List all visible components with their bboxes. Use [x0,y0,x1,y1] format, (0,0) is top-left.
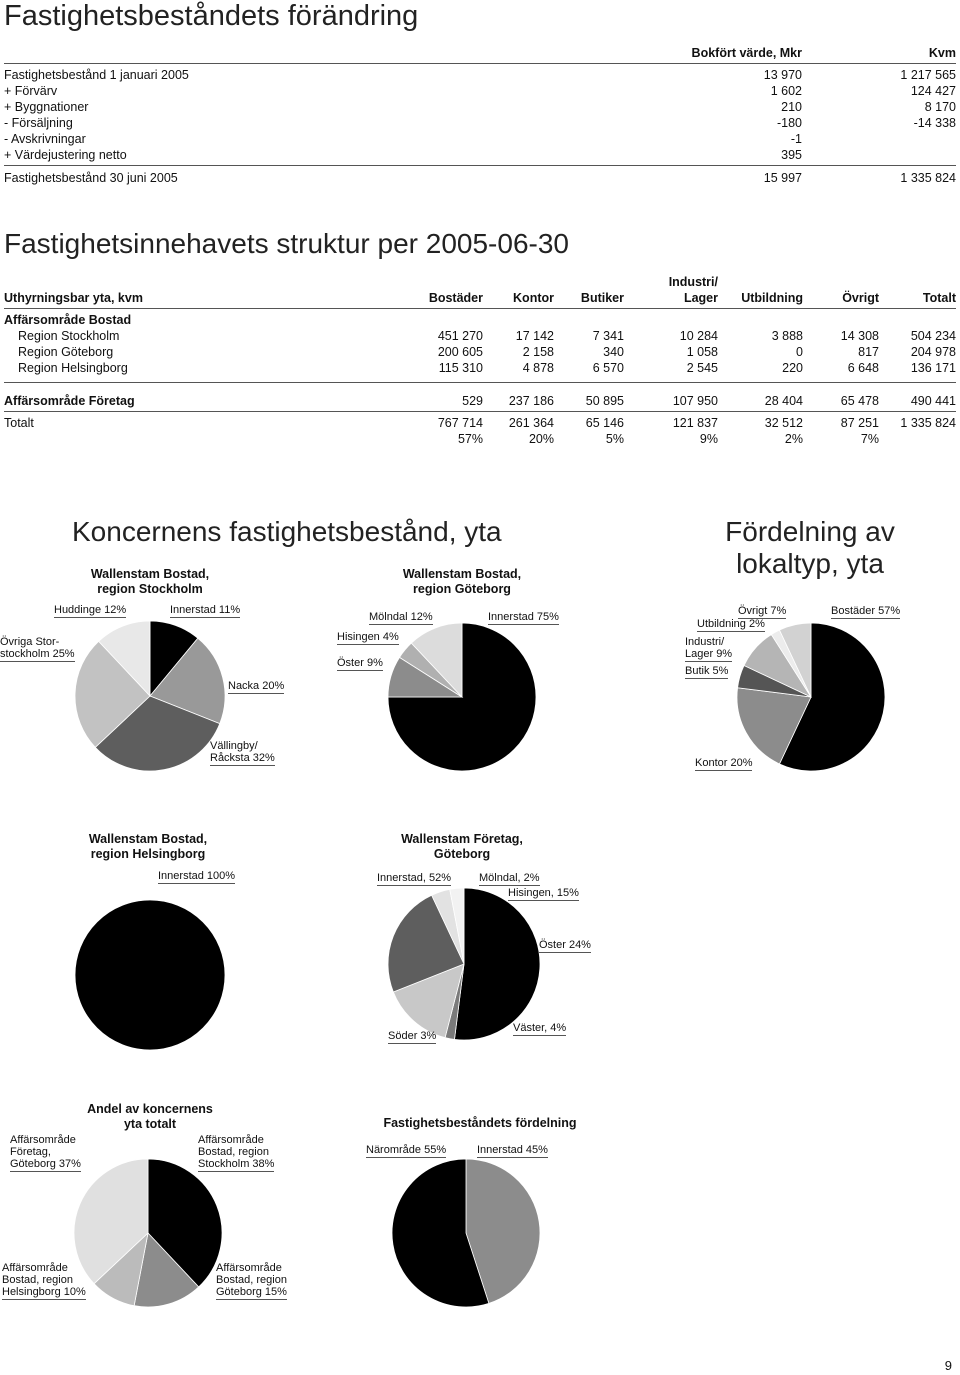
cell: 2% [784,432,803,446]
slice-label: Nacka 20% [228,680,285,692]
chart-title-helsingborg: Wallenstam Bostad, region Helsingborg [88,832,208,861]
slice-label: Affärsområde Bostad, region Stockholm 38% [198,1134,275,1170]
col-industri: Industri/ Lager [668,275,718,305]
pie-chart-2 [737,623,885,771]
slice-label: Butik 5% [685,665,729,677]
cell: 20% [528,432,554,446]
col-header-value: Bokfört värde, Mkr [691,46,802,60]
cell: 7 341 [592,329,624,343]
cell: 10 284 [679,329,718,343]
chart-title-fordelning: Fastighetsbeståndets fördelning [383,1116,577,1130]
slice-label: Innerstad 45% [477,1144,548,1156]
cell: 529 [462,394,483,408]
col-butiker: Butiker [580,291,624,305]
pie-chart-5 [74,1159,222,1307]
row-label: Region Göteborg [18,345,114,359]
slice-label: Innerstad 100% [158,870,236,882]
row-label: Affärsområde Företag [4,394,135,408]
cell: 220 [782,361,803,375]
cell: 0 [796,345,803,359]
cell: 65 478 [840,394,879,408]
slice-label: Affärsområde Bostad, region Helsingborg 10% [2,1262,86,1298]
chart-title-goteborg: Wallenstam Bostad, region Göteborg [402,567,522,596]
cell: 57% [457,432,483,446]
chart-title-stockholm: Wallenstam Bostad, region Stockholm [90,567,210,596]
cell: 9% [699,432,718,446]
cell: 50 895 [585,394,624,408]
slice-label: Innerstad, 52% [377,872,451,884]
cell: 115 310 [438,361,483,375]
cell: 136 171 [910,361,956,375]
chart-title-foretag: Wallenstam Företag, Göteborg [401,832,523,861]
row-kvm: 8 170 [924,100,956,114]
cell: 65 146 [585,416,624,430]
cell: 261 364 [508,416,554,430]
slice-label: Mölndal 12% [369,611,433,623]
slice-label: Affärsområde Företag, Göteborg 37% [10,1134,81,1170]
slice-label: Övrigt 7% [738,605,787,617]
total-kvm: 1 335 824 [900,171,956,185]
slice-label: Industri/ Lager 9% [685,636,733,660]
cell: 817 [858,345,879,359]
pie-chart-3 [75,900,225,1050]
slice-label: Innerstad 75% [488,611,559,623]
section2-title: Fastighetsinnehavets struktur per 2005-06-30 [4,228,569,259]
slice-label: Vällingby/ Råcksta 32% [210,740,275,764]
col-kontor: Kontor [513,291,554,305]
row-value: 210 [781,100,802,114]
cell: 204 978 [910,345,956,359]
slice-label: Övriga Stor- stockholm 25% [0,636,75,660]
row-value: -1 [790,132,802,146]
row-label: Totalt [4,416,34,430]
pie-chart-6 [392,1159,540,1307]
pie-chart-0 [75,621,225,771]
col-utbildning: Utbildning [741,291,803,305]
row-kvm: -14 338 [913,116,956,130]
total-label: Fastighetsbestånd 30 juni 2005 [4,171,178,185]
cell: 121 837 [672,416,718,430]
slice-label: Söder 3% [388,1030,437,1042]
cell: 28 404 [764,394,803,408]
section1-title: Fastighetsbeståndets förändring [4,0,419,32]
total-value: 15 997 [763,171,802,185]
row-label: Fastighetsbestånd 1 januari 2005 [4,68,189,82]
slice-label: Innerstad 11% [170,604,241,616]
table-header-label: Uthyrningsbar yta, kvm [4,291,143,305]
slice-label: Hisingen, 15% [508,887,579,899]
row-label: Region Stockholm [18,329,120,343]
cell: 5% [605,432,624,446]
row-value: -180 [776,116,802,130]
row-value: 13 970 [763,68,802,82]
cell: 107 950 [672,394,718,408]
cell: 3 888 [771,329,803,343]
slice-label: Väster, 4% [513,1022,567,1034]
col-ovrigt: Övrigt [842,291,879,305]
cell: 340 [603,345,624,359]
cell: 87 251 [840,416,879,430]
row-value: 395 [781,148,802,162]
slice-label: Affärsområde Bostad, region Göteborg 15% [216,1262,287,1298]
row-label: + Byggnationer [4,100,89,114]
col-totalt: Totalt [922,291,956,305]
row-label: + Värdejustering netto [4,148,127,162]
cell: 1 335 824 [900,416,956,430]
cell: 490 441 [910,394,956,408]
slice-label: Öster 9% [337,657,383,669]
pie-chart-4 [388,888,540,1040]
slice-label: Huddinge 12% [54,604,127,616]
col-header-kvm: Kvm [928,46,956,60]
cell: 767 714 [437,416,483,430]
group-label: Affärsområde Bostad [4,313,132,327]
col-bostader: Bostäder [428,291,483,305]
heading-koncern: Koncernens fastighetsbestånd, yta [72,516,502,547]
cell: 2 158 [522,345,554,359]
row-label: Region Helsingborg [18,361,128,375]
row-label: - Försäljning [4,116,73,130]
cell: 1 058 [686,345,718,359]
heading-fordelning: Fördelning av lokaltyp, yta [725,516,895,579]
chart-title-andel: Andel av koncernens yta totalt [87,1102,213,1131]
slice-label: Närområde 55% [366,1144,447,1156]
cell: 6 570 [592,361,624,375]
cell: 32 512 [764,416,803,430]
slice-label: Öster 24% [539,939,591,951]
row-value: 1 602 [770,84,802,98]
slice-label: Kontor 20% [695,757,753,769]
cell: 7% [860,432,879,446]
row-kvm: 124 427 [910,84,956,98]
row-kvm: 1 217 565 [900,68,956,82]
pie-slice [75,900,225,1050]
cell: 2 545 [686,361,718,375]
pie-slice [454,888,540,1040]
pie-chart-1 [388,623,536,771]
slice-label: Utbildning 2% [697,618,765,630]
cell: 17 142 [515,329,554,343]
slice-label: Hisingen 4% [337,631,399,643]
row-label: - Avskrivningar [4,132,86,146]
cell: 6 648 [847,361,879,375]
cell: 504 234 [910,329,956,343]
page-number: 9 [944,1358,952,1373]
slice-label: Bostäder 57% [831,605,901,617]
cell: 14 308 [840,329,879,343]
slice-label: Mölndal, 2% [479,872,540,884]
cell: 237 186 [508,394,554,408]
cell: 200 605 [437,345,483,359]
cell: 4 878 [522,361,554,375]
cell: 451 270 [437,329,483,343]
row-label: + Förvärv [4,84,58,98]
